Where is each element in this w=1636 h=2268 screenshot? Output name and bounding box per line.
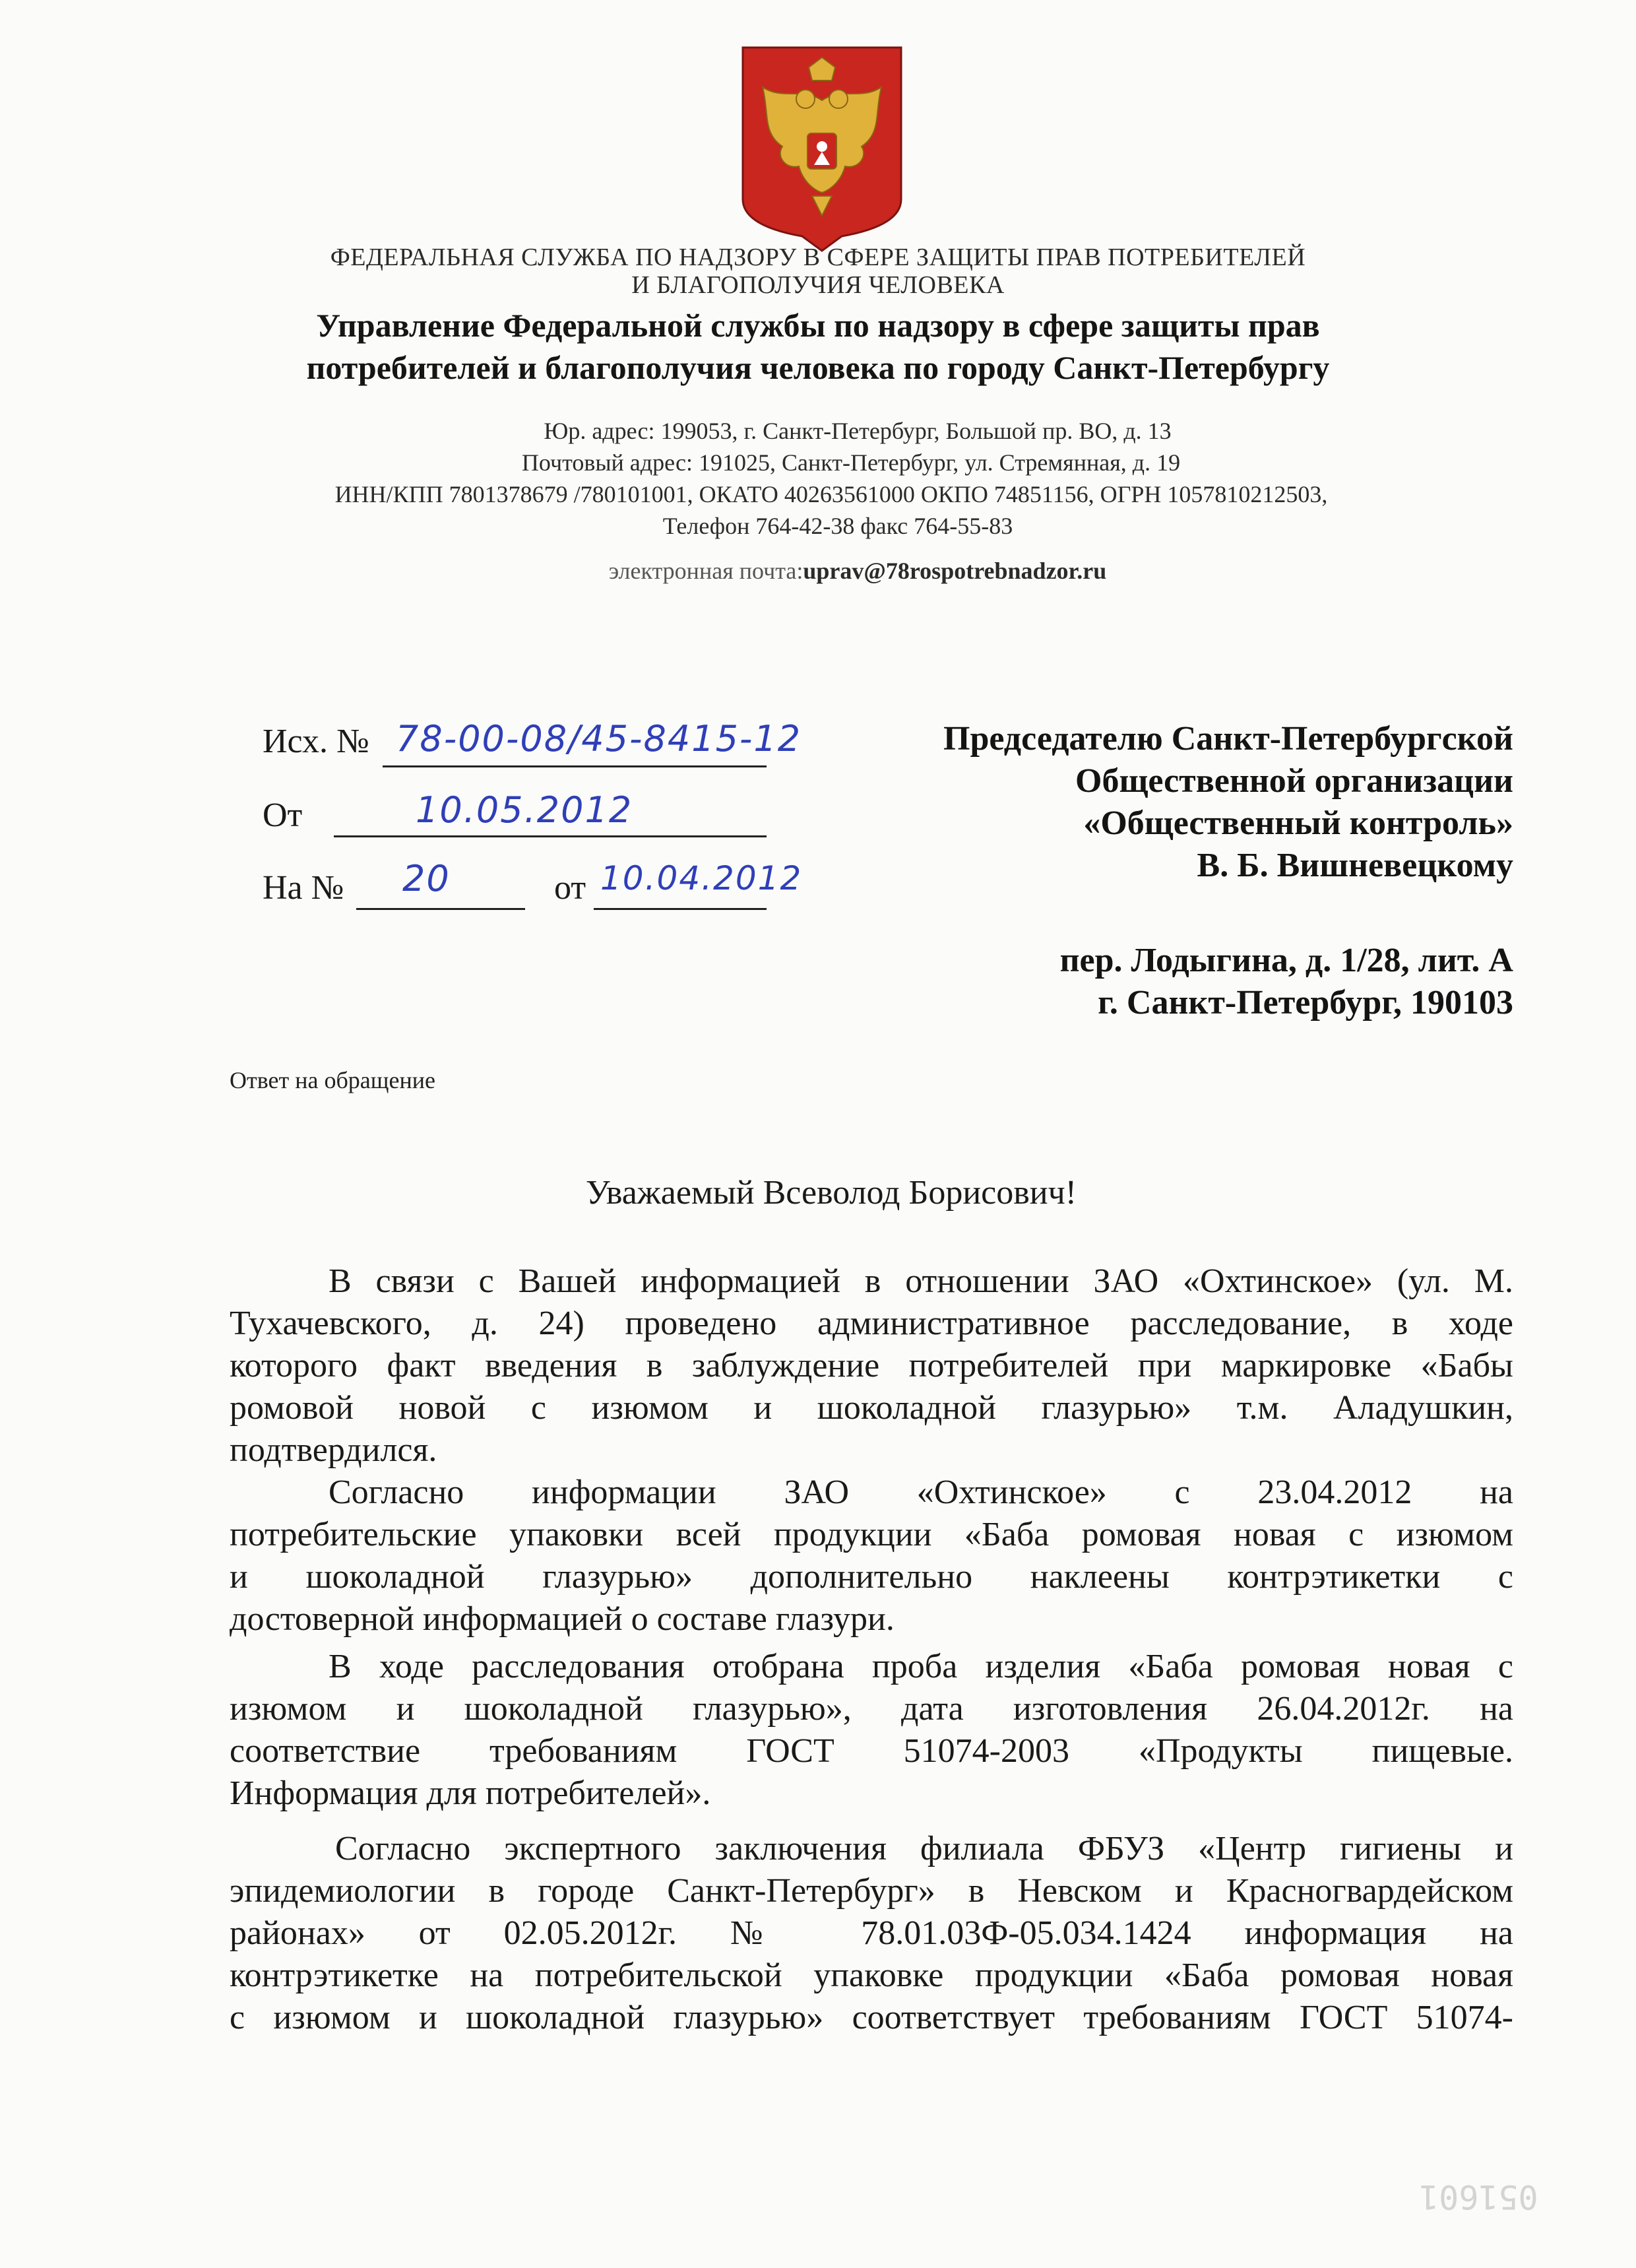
- body-line: В связи с Вашей информацией в отношении ЗАО «Охтинское» (ул. М.: [329, 1262, 1513, 1300]
- addressee-street: пер. Лодыгина, д. 1/28, лит. А: [1059, 942, 1513, 979]
- body-line: районах» от 02.05.2012г. № 78.01.03Ф-05.034.1424 информация на: [230, 1914, 1513, 1952]
- email-label: электронная почта:: [608, 558, 803, 584]
- outgoing-number-line: [383, 765, 767, 767]
- body-line: эпидемиологии в городе Санкт-Петербург» в Невском и Красногвардейском: [230, 1872, 1513, 1910]
- incoming-date-handwritten: 10.04.2012: [600, 859, 803, 897]
- body-line: достоверной информацией о составе глазури.: [230, 1600, 895, 1638]
- greeting: Уважаемый Всеволод Борисович!: [585, 1174, 1077, 1212]
- phone-fax: Телефон 764-42-38 факс 764-55-83: [662, 513, 1013, 539]
- body-paragraph-2: [230, 1472, 1513, 1640]
- body-line: подтвердился.: [230, 1431, 437, 1469]
- coat-of-arms-icon: [736, 41, 908, 252]
- incoming-number-line: [356, 908, 525, 910]
- postal-address: Почтовый адрес: 191025, Санкт-Петербург, ул. Стремянная, д. 19: [521, 449, 1181, 476]
- body-paragraph-4: [230, 1828, 1513, 2039]
- body-line: которого факт введения в заблуждение потребителей при маркировке «Бабы: [230, 1347, 1513, 1384]
- legal-address: Юр. адрес: 199053, г. Санкт-Петербург, Большой пр. ВО, д. 13: [544, 418, 1172, 444]
- registry-numbers: ИНН/КПП 7801378679 /780101001, ОКАТО 40263561000 ОКПО 74851156, ОГРН 1057810212503,: [334, 481, 1328, 507]
- body-paragraph-1: [230, 1260, 1513, 1472]
- addressee-line2: Общественной организации: [1075, 762, 1513, 800]
- email-line: [0, 557, 1636, 585]
- subject-line: Ответ на обращение: [230, 1067, 435, 1093]
- body-line: Согласно экспертного заключения филиала ФБУЗ «Центр гигиены и: [335, 1830, 1513, 1867]
- agency-name-main-line2: потребителей и благополучия человека по городу Санкт-Петербургу: [306, 349, 1330, 386]
- outgoing-number-handwritten: 78-00-08/45-8415-12: [396, 718, 802, 760]
- email-address[interactable]: uprav@78rospotrebnadzor.ru: [803, 558, 1107, 584]
- body-line: Согласно информации ЗАО «Охтинское» с 23.04.2012 на: [329, 1474, 1513, 1511]
- addressee-city: г. Санкт-Петербург, 190103: [1098, 984, 1513, 1021]
- outgoing-number-label: Исх. №: [263, 723, 369, 760]
- body-line: Информация для потребителей».: [230, 1774, 711, 1812]
- date-label: От: [263, 796, 303, 834]
- agency-name-main-line1: Управление Федеральной службы по надзору в сфере защиты прав: [316, 307, 1320, 344]
- addressee-address: [1060, 940, 1513, 1024]
- incoming-number-handwritten: 20: [402, 858, 451, 899]
- body-line: с изюмом и шоколадной глазурью» соответствует требованиям ГОСТ 51074-: [230, 1999, 1513, 2036]
- body-line: контрэтикетке на потребительской упаковке продукции «Баба ромовая новая: [230, 1957, 1513, 1994]
- body-paragraph-3: [230, 1646, 1513, 1815]
- body-line: соответствие требованиям ГОСТ 51074-2003 «Продукты пищевые.: [230, 1732, 1513, 1770]
- addressee-line1: Председателю Санкт-Петербургской: [943, 720, 1513, 758]
- date-handwritten: 10.05.2012: [416, 789, 633, 831]
- body-line: потребительские упаковки всей продукции «Баба ромовая новая с изюмом: [230, 1516, 1513, 1553]
- body-line: изюмом и шоколадной глазурью», дата изготовления 26.04.2012г. на: [230, 1690, 1513, 1728]
- date-line: [334, 835, 767, 837]
- body-line: В ходе расследования отобрана проба изделия «Баба ромовая новая с: [329, 1648, 1513, 1685]
- addressee-block: [943, 718, 1513, 887]
- agency-name-top-line1: ФЕДЕРАЛЬНАЯ СЛУЖБА ПО НАДЗОРУ В СФЕРЕ ЗАЩИТЫ ПРАВ ПОТРЕБИТЕЛЕЙ: [330, 243, 1306, 271]
- agency-name-top-line2: И БЛАГОПОЛУЧИЯ ЧЕЛОВЕКА: [631, 271, 1005, 299]
- body-line: Тухачевского, д. 24) проведено административное расследование, в ходе: [230, 1305, 1513, 1342]
- incoming-date-line: [594, 908, 767, 910]
- addressee-line3: «Общественный контроль»: [1083, 804, 1513, 842]
- incoming-date-label: от: [554, 869, 586, 907]
- addressee-name: В. Б. Вишневецкому: [1197, 847, 1513, 884]
- body-line: и шоколадной глазурью» дополнительно наклеены контрэтикетки с: [230, 1558, 1513, 1596]
- body-line: ромовой новой с изюмом и шоколадной глазурью» т.м. Аладушкин,: [230, 1389, 1513, 1427]
- page-number: 051601: [1419, 2178, 1538, 2216]
- incoming-number-label: На №: [263, 869, 344, 907]
